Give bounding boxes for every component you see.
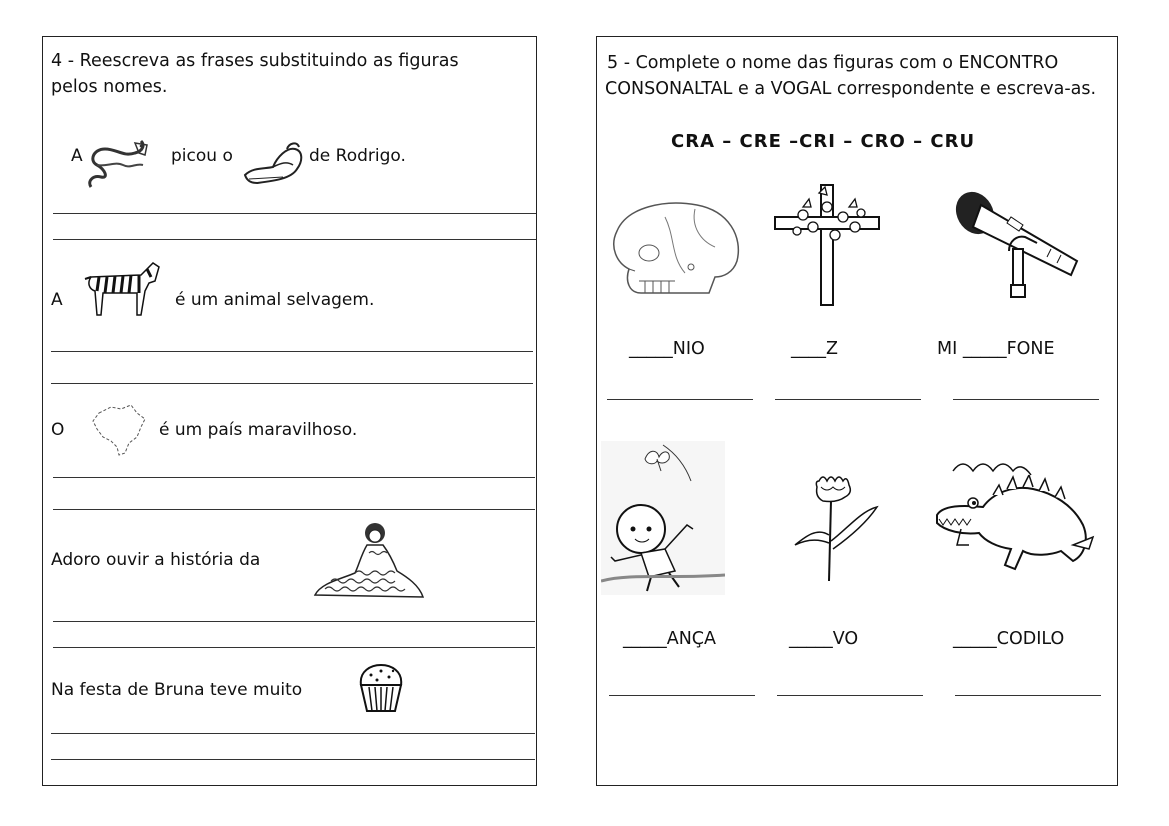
word-item-4 [623,629,716,649]
word-suffix: FONE [1006,339,1055,359]
answer-line[interactable] [955,695,1101,696]
answer-line[interactable] [53,213,536,214]
sentence-1-middle: picou o [171,146,233,166]
word-item-1 [629,339,705,359]
word-suffix: ANÇA [666,629,717,649]
exercise-5-title-line2: CONSONALTAL e a VOGAL correspondente e escreva-as. [605,79,1097,99]
arm-icon [243,139,305,185]
answer-line[interactable] [953,399,1099,400]
exercise-4-title-line1: 4 - Reescreva as frases substituindo as figuras [51,51,459,71]
word-suffix: Z [826,339,838,359]
word-blank[interactable]: MI _____ [937,339,1007,359]
cupcake-icon [355,663,407,715]
snow-white-icon [311,519,427,601]
exercise-4-panel [42,36,537,786]
child-icon [601,441,725,595]
sentence-1-article: A [71,146,83,166]
answer-line[interactable] [53,621,535,622]
answer-line[interactable] [53,239,536,240]
sentence-3-end: é um país maravilhoso. [159,420,358,440]
word-suffix: CODILO [996,629,1065,649]
word-blank[interactable]: _____ [953,629,997,649]
exercise-5-title-line1: 5 - Complete o nome das figuras com o ENCONTRO [607,53,1059,73]
sentence-2-article: A [51,290,63,310]
word-item-5 [789,629,858,649]
answer-line[interactable] [51,351,533,352]
answer-line[interactable] [609,695,755,696]
syllable-list: CRA – CRE –CRI – CRO – CRU [671,131,976,152]
carnation-icon [791,465,887,583]
sentence-3-article: O [51,420,65,440]
answer-line[interactable] [53,509,535,510]
word-blank[interactable]: _____ [629,339,673,359]
brazil-map-icon [91,401,149,459]
answer-line[interactable] [53,647,535,648]
sentence-4-text: Adoro ouvir a história da [51,550,261,570]
snake-icon [83,135,149,193]
word-suffix: VO [832,629,859,649]
word-item-6 [953,629,1064,649]
exercise-4-title-line2: pelos nomes. [51,77,168,97]
word-blank[interactable]: _____ [789,629,833,649]
answer-line[interactable] [51,733,535,734]
sentence-5-text: Na festa de Bruna teve muito [51,680,303,700]
microphone-icon [951,187,1083,301]
word-suffix: NIO [672,339,705,359]
answer-line[interactable] [51,759,535,760]
zebra-icon [81,257,161,319]
answer-line[interactable] [777,695,923,696]
answer-line[interactable] [53,477,535,478]
sentence-2-end: é um animal selvagem. [175,290,375,310]
sentence-1-end: de Rodrigo. [309,146,406,166]
answer-line[interactable] [775,399,921,400]
skull-icon [605,197,745,307]
crocodile-icon [933,445,1097,581]
word-item-2 [791,339,838,359]
word-blank[interactable]: ____ [791,339,826,359]
word-blank[interactable]: _____ [623,629,667,649]
word-item-3 [937,339,1055,359]
answer-line[interactable] [51,383,533,384]
answer-line[interactable] [607,399,753,400]
cross-icon [773,183,883,307]
exercise-5-panel [596,36,1118,786]
